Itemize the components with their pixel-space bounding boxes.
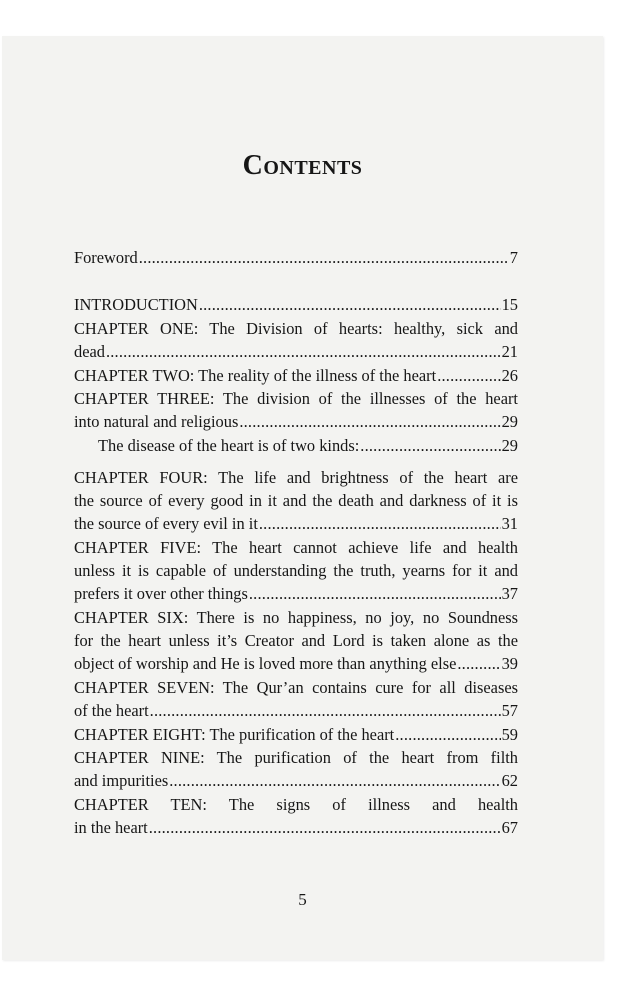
toc-entry-text-end: the source of every evil in it [74, 514, 258, 534]
toc-page-number: 59 [501, 725, 518, 744]
toc-entry-text: CHAPTER FIVE: The heart cannot achieve life and health [74, 538, 518, 557]
dot-leader [437, 364, 500, 387]
toc-entry-text-end: into natural and religious [74, 412, 239, 432]
dot-leader [239, 410, 500, 433]
book-page [2, 36, 603, 960]
toc-page-number: 39 [501, 654, 518, 674]
toc-entry-text: CHAPTER SEVEN: The Qur’an contains cure for all diseases [74, 678, 518, 697]
toc-entry-chapter-ten [74, 793, 518, 839]
dot-leader [259, 512, 501, 535]
toc-page-number: 21 [501, 342, 518, 362]
toc-entry-text-end: object of worship and He is loved more than anything else [74, 654, 457, 674]
toc-entry-text: CHAPTER EIGHT: The purification of the heart [74, 725, 395, 744]
toc-entry-text: CHAPTER THREE: The division of the illnesses of the heart [74, 389, 518, 408]
toc-page-number: 29 [501, 412, 518, 432]
dot-leader [395, 723, 500, 746]
toc-entry-text: CHAPTER TEN: The signs of illness and health [74, 795, 518, 814]
toc-page-number: 29 [501, 436, 518, 455]
toc-entry-chapter-seven [74, 676, 518, 722]
dot-leader [139, 246, 509, 269]
toc-subentry-chapter-three [98, 434, 518, 457]
toc-entry-text: CHAPTER TWO: The reality of the illness of the heart [74, 366, 437, 385]
toc-entry-text: CHAPTER FOUR: The life and brightness of the heart are [74, 468, 518, 487]
toc-entry-text-end: and impurities [74, 771, 169, 791]
toc-entry-introduction [74, 293, 518, 316]
toc-entry-text: unless it is capable of understanding the truth, yearns for it and [74, 561, 518, 581]
dot-leader [249, 582, 501, 605]
toc-entry-chapter-five [74, 536, 518, 606]
toc-page-number: 37 [501, 584, 518, 604]
toc-entry-text: The disease of the heart is of two kinds: [98, 436, 360, 455]
toc-entry-text: the source of every good in it and the death and darkness of it is [74, 491, 518, 511]
toc-entry-chapter-nine [74, 746, 518, 792]
page-title: Contents [242, 150, 363, 181]
toc-entry-chapter-two [74, 364, 518, 387]
dot-leader [150, 699, 501, 722]
toc-entry-chapter-one [74, 317, 518, 363]
toc-entry-chapter-eight [74, 723, 518, 746]
toc-entry-text: for the heart unless it’s Creator and Lord is taken alone as the [74, 631, 518, 651]
toc-page-number: 15 [501, 295, 518, 314]
toc-entry-text: CHAPTER ONE: The Division of hearts: healthy, sick and [74, 319, 518, 338]
toc-page-number: 57 [501, 701, 518, 721]
toc-entry-text: CHAPTER SIX: There is no happiness, no joy, no Soundness [74, 608, 518, 627]
toc-entry-text: INTRODUCTION [74, 295, 198, 314]
toc-entry-text-end: in the heart [74, 818, 148, 838]
dot-leader [169, 769, 500, 792]
dot-leader [457, 652, 500, 675]
toc-entry-chapter-four [74, 466, 518, 536]
toc-page-number: 7 [509, 248, 518, 267]
toc-page-number: 67 [501, 818, 518, 838]
toc-entry-foreword [74, 246, 518, 269]
toc-entry-chapter-six [74, 606, 518, 676]
dot-leader [106, 340, 501, 363]
toc-entry-text: CHAPTER NINE: The purification of the heart from filth [74, 748, 518, 767]
dot-leader [149, 816, 501, 839]
page-number-footer: 5 [298, 890, 307, 909]
toc-entry-text-end: of the heart [74, 701, 149, 721]
toc-entry-chapter-three [74, 387, 518, 433]
toc-page-number: 62 [501, 771, 518, 791]
toc-page-number: 31 [501, 514, 518, 534]
toc-entry-text-end: dead [74, 342, 105, 362]
dot-leader [199, 293, 501, 316]
toc-page-number: 26 [501, 366, 518, 385]
toc-entry-text: Foreword [74, 248, 138, 267]
dot-leader [360, 434, 500, 457]
toc-entry-text-end: prefers it over other things [74, 584, 248, 604]
